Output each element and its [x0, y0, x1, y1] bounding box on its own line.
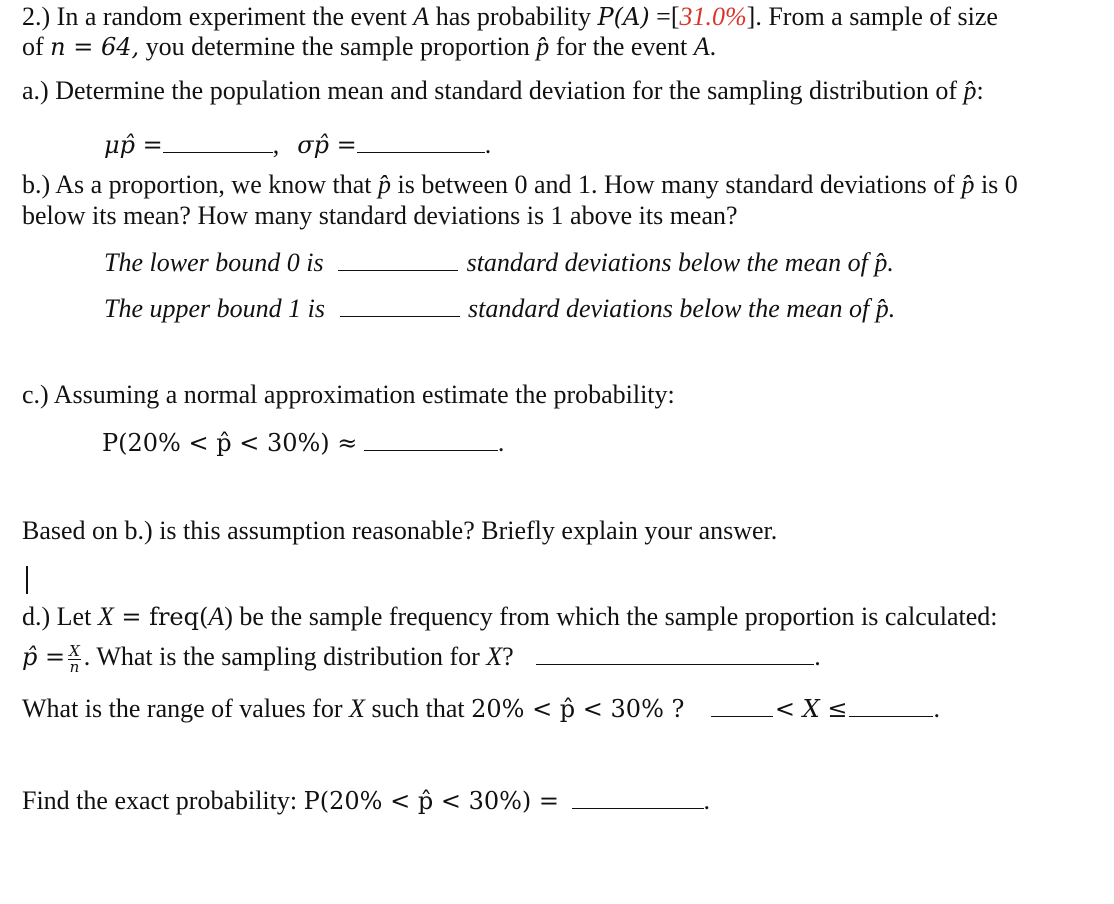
fraction-numerator: X [69, 641, 80, 660]
part-b-prompt-line-2 [22, 201, 738, 231]
question-intro-line-2 [22, 32, 716, 62]
phat-var: p̂ [378, 170, 392, 199]
exact-prob-blank[interactable] [572, 784, 704, 809]
part-d-text: . What is the sampling distribution for [83, 642, 487, 671]
part-d-range-row [22, 692, 940, 724]
freq-expr: = freq( [113, 603, 209, 631]
comma: , [272, 130, 280, 159]
intro-text: of [22, 32, 51, 61]
lower-bound-label: The lower bound 0 is [104, 248, 324, 277]
part-a-text: : [976, 76, 984, 105]
phat-var: p̂ [963, 76, 977, 105]
period: . [933, 694, 940, 723]
exact-prob-expr: P(20% < p̂ < 30%) = [303, 787, 560, 815]
range-expr: 20% < p̂ < 30% ? [471, 695, 685, 723]
part-c-followup-text: Based on b.) is this assumption reasonable? Briefly explain your answer. [22, 516, 778, 545]
upper-bound-label: The upper bound 1 is [104, 294, 325, 323]
part-c-text: c.) Assuming a normal approximation estimate the probability: [22, 380, 675, 409]
normal-prob-expr: P(20% < p̂ < 30%) ≈ [102, 429, 358, 457]
phat-var: p̂. [874, 248, 894, 277]
part-d-text: Find the exact probability: [22, 786, 304, 815]
normal-prob-blank[interactable] [364, 426, 498, 451]
lower-bound-suffix: standard deviations below the mean of [466, 248, 875, 277]
part-b-text: is between 0 and 1. How many standard deviations of [391, 170, 962, 199]
sigma-answer-blank[interactable] [357, 128, 485, 153]
part-b-text: below its mean? How many standard deviations is 1 above its mean? [22, 201, 738, 230]
part-d-text: ) be the sample frequency from which the sample proportion is calculated: [224, 602, 998, 631]
intro-text: for the event [549, 32, 694, 61]
part-a-text: a.) Determine the population mean and standard deviation for the sampling distribution of [22, 76, 964, 105]
part-d-text: such that [364, 694, 472, 723]
period: . [497, 428, 505, 457]
part-c-followup [22, 516, 777, 546]
intro-text: 2.) In a random experiment the event [22, 2, 414, 31]
intro-text: =[ [649, 2, 680, 31]
range-mid-expr: < X ≤ [774, 695, 848, 723]
question-intro-line-1 [22, 2, 998, 32]
lower-bound-row [104, 246, 894, 278]
upper-bound-suffix: standard deviations below the mean of [468, 294, 876, 323]
phat-eq: p̂ = [22, 643, 66, 671]
x-var: X [486, 642, 503, 671]
lower-bound-blank[interactable] [338, 246, 458, 271]
mu-answer-blank[interactable] [163, 128, 273, 153]
part-c-answer [102, 426, 504, 458]
part-d-text: What is the range of values for [22, 694, 350, 723]
intro-text: you determine the sample proportion [139, 32, 537, 61]
x-var: X [97, 602, 114, 631]
part-b-prompt-line-1 [22, 170, 1018, 200]
part-d-exact-row [22, 784, 710, 816]
phat-var: p̂ [961, 170, 975, 199]
period: . [703, 786, 711, 815]
part-b-text: b.) As a proportion, we know that [22, 170, 379, 199]
event-var: A [413, 2, 430, 31]
period: . [814, 642, 821, 671]
part-d-text: ? [502, 642, 514, 671]
phat-var: p̂ [536, 32, 550, 61]
x-over-n-fraction [68, 641, 81, 676]
range-lower-blank[interactable] [711, 692, 773, 717]
sigma-label: σp̂ = [297, 131, 357, 159]
intro-text: ]. From a sample of size [746, 2, 998, 31]
event-var: A [693, 32, 710, 61]
part-d-dist-row [22, 640, 821, 675]
x-var: X [349, 694, 365, 723]
upper-bound-row [104, 292, 895, 324]
upper-bound-blank[interactable] [340, 292, 460, 317]
prob-value: 31.0% [679, 2, 747, 31]
part-c-prompt [22, 380, 675, 410]
part-a-prompt [22, 76, 984, 106]
sample-size: n = 64, [50, 33, 140, 61]
period: . [484, 130, 492, 159]
mu-label: μp̂ = [104, 131, 163, 159]
intro-text: . [709, 32, 717, 61]
part-b-text: is 0 [974, 170, 1018, 199]
range-upper-blank[interactable] [849, 692, 933, 717]
part-d-text: d.) Let [22, 602, 98, 631]
text-cursor[interactable] [26, 566, 28, 594]
event-var: A [208, 602, 225, 631]
part-d-prompt [22, 602, 997, 632]
fraction-denominator: n [69, 657, 80, 676]
part-a-answers [104, 128, 491, 160]
phat-var: p̂. [875, 294, 896, 323]
distribution-blank[interactable] [536, 640, 814, 665]
prob-expr: P(A) [597, 3, 650, 31]
intro-text: has probability [429, 2, 598, 31]
